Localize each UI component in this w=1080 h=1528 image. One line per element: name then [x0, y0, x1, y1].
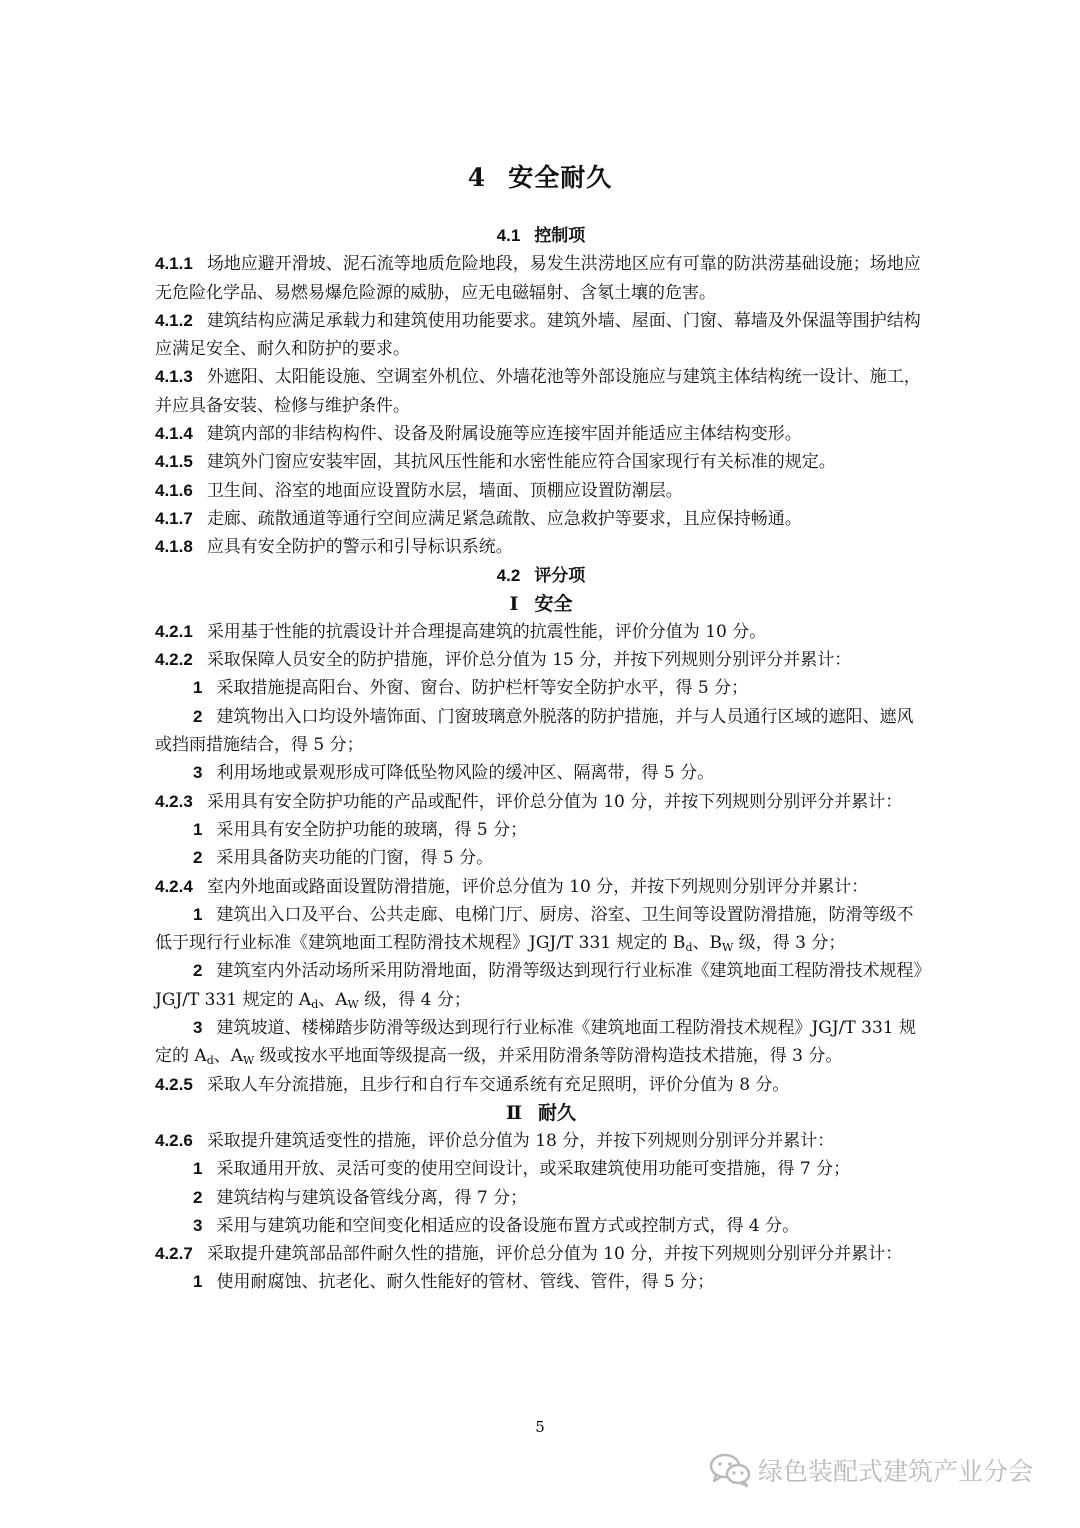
section-title: 评分项	[534, 565, 586, 586]
item-text: 建筑结构与建筑设备管线分离，得 7 分；	[216, 1187, 528, 1208]
clause-text: 建筑内部的非结构构件、设备及附属设施等应连接牢固并能适应主体结构变形。	[206, 424, 802, 445]
clause-4-1-5	[155, 448, 927, 476]
clause-4-1-3	[155, 363, 927, 420]
clause-number: 4.1.6	[155, 480, 193, 500]
clause-4-2-6-item-3	[155, 1212, 927, 1240]
section-number: 4.1	[496, 226, 521, 245]
item-text: 级，得 3 分；	[733, 933, 846, 954]
item-number: 1	[193, 678, 203, 698]
document-body	[155, 222, 927, 1297]
clause-number: 4.1.1	[155, 254, 193, 274]
clause-4-2-4-item-1	[155, 901, 927, 958]
clause-text: 应具有安全防护的警示和引导标识系统。	[206, 537, 513, 558]
watermark-text: 绿色装配式建筑产业分会	[758, 1457, 1034, 1486]
item-text: 、A	[318, 989, 348, 1010]
clause-4-2-6-item-2	[155, 1184, 927, 1212]
clause-4-2-2-item-3	[155, 759, 927, 787]
subscript-d: d	[206, 1054, 214, 1068]
section-heading-4-2	[155, 562, 927, 590]
chapter-number: 4	[467, 163, 487, 192]
item-text: 级，得 4 分；	[358, 989, 471, 1010]
clause-number: 4.2.4	[155, 876, 193, 896]
clause-4-2-2	[155, 646, 927, 674]
chapter-title	[0, 158, 1080, 194]
item-text: 建筑室内外活动场所采用防滑地面，防滑等级达到现行行业标准《建筑地面工程防滑技术规程》JGJ/T 331 规定的 A	[155, 961, 922, 1010]
subscript-w: W	[243, 1054, 255, 1068]
subsection-heading-durability	[155, 1099, 927, 1127]
clause-number: 4.1.4	[155, 424, 193, 444]
clause-4-2-7	[155, 1240, 927, 1268]
clause-4-2-6-item-1	[155, 1155, 927, 1183]
item-text: 采用与建筑功能和空间变化相适应的设备设施布置方式或控制方式，得 4 分。	[216, 1215, 800, 1236]
clause-text: 采取保障人员安全的防护措施，评价总分值为 15 分，并按下列规则分别评分并累计：	[206, 650, 852, 671]
item-text: 采取措施提高阳台、外窗、窗台、防护栏杆等安全防护水平，得 5 分；	[216, 678, 749, 699]
clause-number: 4.1.7	[155, 508, 193, 528]
item-number: 3	[193, 1215, 203, 1235]
clause-4-2-3-item-1	[155, 816, 927, 844]
item-text: 利用场地或景观形成可降低坠物风险的缓冲区、隔离带，得 5 分。	[216, 763, 715, 784]
clause-4-1-4	[155, 420, 927, 448]
item-number: 1	[193, 1272, 203, 1292]
item-number: 2	[193, 961, 203, 981]
item-text: 、B	[692, 933, 722, 954]
item-number: 3	[193, 1018, 203, 1038]
item-text: 、A	[213, 1046, 244, 1067]
clause-text: 建筑外门窗应安装牢固，其抗风压性能和水密性能应符合国家现行有关标准的规定。	[206, 452, 836, 473]
clause-text: 场地应避开滑坡、泥石流等地质危险地段，易发生洪涝地区应有可靠的防洪涝基础设施；场地应无危险化学品、易燃易爆危险源的威胁，应无电磁辐射、含氡土壤的危害。	[155, 254, 921, 303]
clause-number: 4.2.1	[155, 621, 193, 641]
clause-number: 4.2.6	[155, 1130, 193, 1150]
clause-text: 外遮阳、太阳能设施、空调室外机位、外墙花池等外部设施应与建筑主体结构统一设计、施工，并应具备安装、检修与维护条件。	[155, 367, 921, 416]
clause-4-1-7	[155, 505, 927, 533]
item-text: 采用具有安全防护功能的玻璃，得 5 分；	[216, 819, 528, 840]
item-text: 采用具备防夹功能的门窗，得 5 分。	[216, 848, 494, 869]
watermark	[708, 1450, 1033, 1490]
item-text: 采取通用开放、灵活可变的使用空间设计，或采取建筑使用功能可变措施，得 7 分；	[216, 1159, 851, 1180]
subscript-w: W	[347, 997, 359, 1011]
clause-text: 采用基于性能的抗震设计并合理提高建筑的抗震性能，评价分值为 10 分。	[206, 621, 767, 642]
clause-text: 建筑结构应满足承载力和建筑使用功能要求。建筑外墙、屋面、门窗、幕墙及外保温等围护结构应满足安全、耐久和防护的要求。	[155, 310, 921, 360]
clause-text: 卫生间、浴室的地面应设置防水层，墙面、顶棚应设置防潮层。	[206, 480, 683, 501]
clause-number: 4.2.3	[155, 791, 193, 811]
item-text: 建筑物出入口均设外墙饰面、门窗玻璃意外脱落的防护措施，并与人员通行区域的遮阳、遮风或挡雨措施结合，得 5 分；	[155, 706, 914, 756]
clause-4-1-2	[155, 307, 927, 364]
section-heading-4-1	[155, 222, 927, 250]
item-text: 使用耐腐蚀、抗老化、耐久性能好的管材、管线、管件，得 5 分；	[216, 1272, 715, 1293]
clause-4-2-1	[155, 618, 927, 646]
section-number: 4.2	[496, 565, 521, 585]
clause-number: 4.1.8	[155, 537, 193, 557]
clause-number: 4.1.3	[155, 367, 193, 387]
clause-text: 采取提升建筑部品部件耐久性的措施，评价总分值为 10 分，并按下列规则分别评分并累计：	[206, 1244, 903, 1265]
subsection-title: 耐久	[538, 1101, 577, 1124]
clause-text: 采取人车分流措施，且步行和自行车交通系统有充足照明，评价分值为 8 分。	[206, 1074, 790, 1095]
item-number: 2	[193, 848, 203, 868]
subsection-title: 安全	[534, 592, 573, 615]
clause-text: 室内外地面或路面设置防滑措施，评价总分值为 10 分，并按下列规则分别评分并累计：	[206, 876, 869, 897]
subsection-number: Ⅰ	[509, 592, 519, 615]
item-number: 1	[193, 819, 203, 839]
clause-text: 采取提升建筑适变性的措施，评价总分值为 18 分，并按下列规则分别评分并累计：	[206, 1130, 835, 1151]
clause-4-2-2-item-1	[155, 674, 927, 702]
item-number: 3	[193, 763, 203, 783]
subscript-d: d	[685, 941, 693, 955]
clause-number: 4.2.5	[155, 1074, 193, 1094]
clause-4-1-8	[155, 533, 927, 561]
item-text: 级或按水平地面等级提高一级，并采用防滑条等防滑构造技术措施，得 3 分。	[254, 1046, 843, 1067]
subscript-w: W	[721, 941, 734, 955]
clause-4-2-4-item-3	[155, 1014, 927, 1071]
clause-4-2-3	[155, 788, 927, 816]
item-text: 建筑出入口及平台、公共走廊、电梯门厅、厨房、浴室、卫生间等设置防滑措施，防滑等级不低于现行行业标准《建筑地面工程防滑技术规程》JGJ/T 331 规定的 B	[155, 904, 914, 954]
clause-4-1-6	[155, 477, 927, 505]
clause-4-2-2-item-2	[155, 703, 927, 760]
clause-text: 采用具有安全防护功能的产品或配件，评价总分值为 10 分，并按下列规则分别评分并累计：	[206, 791, 903, 812]
subsection-heading-safety	[155, 590, 927, 618]
item-number: 2	[193, 1187, 203, 1207]
clause-number: 4.1.2	[155, 310, 193, 330]
item-number: 1	[193, 904, 203, 924]
clause-number: 4.1.5	[155, 452, 193, 472]
clause-4-2-4	[155, 873, 927, 901]
clause-number: 4.2.2	[155, 650, 193, 670]
chapter-title-text: 安全耐久	[508, 163, 613, 192]
clause-text: 走廊、疏散通道等通行空间应满足紧急疏散、应急救护等要求，且应保持畅通。	[206, 508, 802, 529]
clause-4-2-4-item-2	[155, 957, 927, 1014]
section-title: 控制项	[534, 226, 586, 246]
wechat-icon	[708, 1452, 752, 1488]
item-text: 建筑坡道、楼梯踏步防滑等级达到现行行业标准《建筑地面工程防滑技术规程》JGJ/T 331 规定的 A	[155, 1018, 916, 1067]
clause-4-1-1	[155, 250, 927, 307]
item-number: 2	[193, 706, 203, 726]
clause-4-2-3-item-2	[155, 844, 927, 872]
item-number: 1	[193, 1159, 203, 1179]
clause-4-2-5	[155, 1071, 927, 1099]
clause-4-2-6	[155, 1127, 927, 1155]
page-number: 5	[535, 1418, 545, 1436]
subsection-number: Ⅱ	[505, 1101, 522, 1124]
subscript-d: d	[311, 997, 319, 1011]
clause-4-2-7-item-1	[155, 1268, 927, 1296]
clause-number: 4.2.7	[155, 1244, 193, 1264]
